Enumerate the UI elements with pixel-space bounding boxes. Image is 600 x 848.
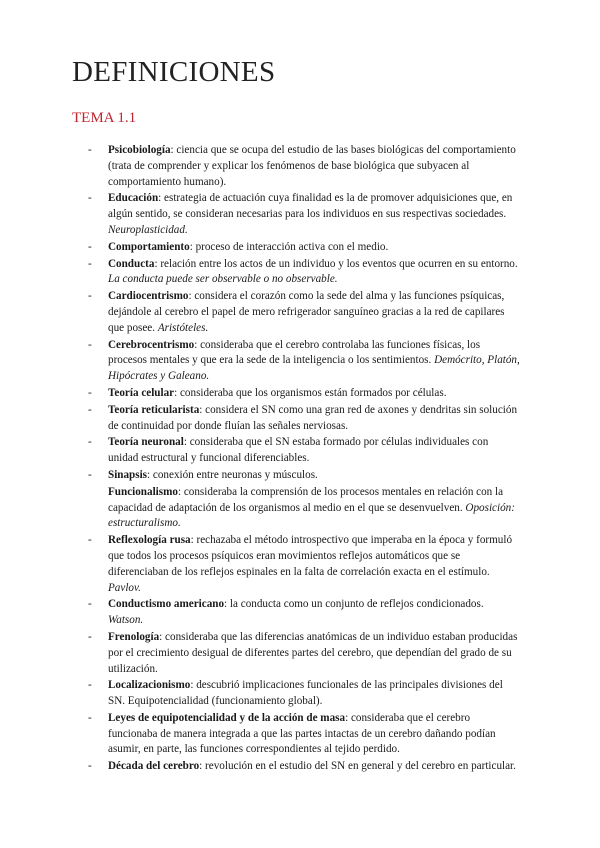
list-bullet: - xyxy=(88,468,92,481)
list-bullet: - xyxy=(88,630,92,643)
definition-note: Aristóteles. xyxy=(157,321,209,334)
definition-text: : consideraba que el cerebro funcionaba de manera integrada a que las partes intactas de un cerebro dañando podían asumir, en parte, las funciones correspondientes al tejido perdido. xyxy=(108,711,496,756)
section-heading: TEMA 1.1 xyxy=(72,110,137,126)
definition-term: Teoría celular xyxy=(108,386,175,399)
definition-term: Leyes de equipotencialidad y de la acción de masa xyxy=(108,711,346,724)
list-bullet: - xyxy=(88,386,92,399)
definition-note: Pavlov. xyxy=(108,581,141,594)
definition-text: : descubrió implicaciones funcionales de las principales divisiones del SN. Equipotencialidad (funcionamiento global). xyxy=(108,679,503,708)
definition-text: : estrategia de actuación cuya finalidad es la de promover adquisiciones que, en algún sentido, se consideran necesarias para los individuos en sus respectivas sociedades. xyxy=(108,192,513,221)
definition-item xyxy=(88,711,520,758)
list-bullet: - xyxy=(88,144,92,156)
definition-term: Teoría reticularista xyxy=(108,403,200,416)
definition-text: : considera el SN como una gran red de axones y dendritas sin solución de continuidad por donde fluían las señales nerviosas. xyxy=(108,403,518,432)
definition-list xyxy=(88,143,520,776)
list-bullet: - xyxy=(88,192,92,205)
definition-item xyxy=(88,630,520,677)
list-bullet: - xyxy=(88,534,92,547)
definition-text: : ciencia que se ocupa del estudio de las bases biológicas del comportamiento (trata de comprender y explicar los fenómenos de base biológica que subyacen al comportamiento humano). xyxy=(108,144,516,188)
definition-term: Frenología xyxy=(108,630,160,643)
definition-term: Localizacionismo xyxy=(108,679,191,692)
definition-item xyxy=(88,597,520,629)
list-bullet: - xyxy=(88,711,92,724)
definition-term: Sinapsis xyxy=(108,468,148,481)
definition-term: Psicobiología xyxy=(108,144,171,156)
definition-text: : considera el corazón como la sede del alma y las funciones psíquicas, dejándole al cerebro el papel de mero refrigerador sanguíneo gracias a la red de capilares que posee. xyxy=(108,290,505,334)
definition-text: : consideraba que las diferencias anatómicas de un individuo estaban producidas por el crecimiento desigual de diferentes partes del cerebro, que dependían del grado de su utilización. xyxy=(108,630,518,675)
definition-term: Década del cerebro xyxy=(108,760,200,773)
definition-item xyxy=(88,386,520,402)
definition-text: : revolución en el estudio del SN en general y del cerebro en particular. xyxy=(199,760,516,773)
definition-note: La conducta puede ser observable o no observable. xyxy=(108,273,338,286)
list-bullet: - xyxy=(88,403,92,416)
definition-note: Watson. xyxy=(108,614,144,627)
definition-term: Cardiocentrismo xyxy=(108,290,189,303)
list-bullet: - xyxy=(88,679,92,692)
definition-item xyxy=(88,485,520,532)
definition-note: Demócrito, Platón, Hipócrates y Galeano. xyxy=(108,354,520,383)
definition-item xyxy=(88,678,520,710)
list-bullet: - xyxy=(88,290,92,303)
definition-term: Comportamiento xyxy=(108,240,190,253)
list-bullet: - xyxy=(88,240,92,253)
definition-text: : la conducta como un conjunto de reflejos condicionados. xyxy=(224,598,484,611)
definition-text: : rechazaba el método introspectivo que imperaba en la época y formuló que todos los procesos psíquicos eran movimientos reflejos automáticos que se diferenciaban de los reflejos espinales en la falta de correlación exacta en el estímulo. xyxy=(108,534,513,578)
definition-text: : proceso de interacción activa con el medio. xyxy=(189,240,389,253)
definition-text: : consideraba la comprensión de los procesos mentales en relación con la capacidad de adaptación de los organismos al medio en el que se desenvuelven. xyxy=(108,485,504,514)
definition-item xyxy=(88,240,520,256)
definition-term: Reflexología rusa xyxy=(108,534,191,547)
list-bullet: - xyxy=(88,257,92,270)
definition-text: : consideraba que el cerebro controlaba las funciones físicas, los procesos mentales y que era la sede de la inteligencia o los sentimientos. xyxy=(108,338,481,367)
definition-note: Oposición: estructuralismo. xyxy=(108,501,515,530)
definition-item xyxy=(88,533,520,596)
definition-item xyxy=(88,143,520,190)
definition-term: Cerebrocentrismo xyxy=(108,338,195,351)
definition-term: Conductismo americano xyxy=(108,598,225,611)
definition-item xyxy=(88,403,520,435)
list-bullet: - xyxy=(88,338,92,351)
definition-text: : conexión entre neuronas y músculos. xyxy=(147,468,318,481)
definition-term: Conducta xyxy=(108,257,155,270)
definition-text: : consideraba que los organismos están formados por células. xyxy=(174,386,447,399)
definition-note: Neuroplasticidad. xyxy=(108,223,188,236)
definition-item xyxy=(88,338,520,385)
definition-term: Teoría neuronal xyxy=(108,436,184,449)
definition-item xyxy=(88,435,520,467)
definition-item xyxy=(88,468,520,484)
definition-term: Funcionalismo xyxy=(108,485,178,498)
list-bullet: - xyxy=(88,436,92,449)
definition-text: : consideraba que el SN estaba formado por células individuales con unidad estructural y funcional diferenciables. xyxy=(108,436,489,465)
definition-item xyxy=(88,191,520,238)
definition-item xyxy=(88,289,520,336)
definition-item xyxy=(88,759,520,775)
definition-text: : relación entre los actos de un individuo y los eventos que ocurren en su entorno. xyxy=(154,257,518,270)
list-bullet: - xyxy=(88,598,92,611)
definition-item xyxy=(88,257,520,289)
page-title: DEFINICIONES xyxy=(72,56,276,88)
definition-term: Educación xyxy=(108,192,159,205)
list-bullet: - xyxy=(88,760,92,773)
